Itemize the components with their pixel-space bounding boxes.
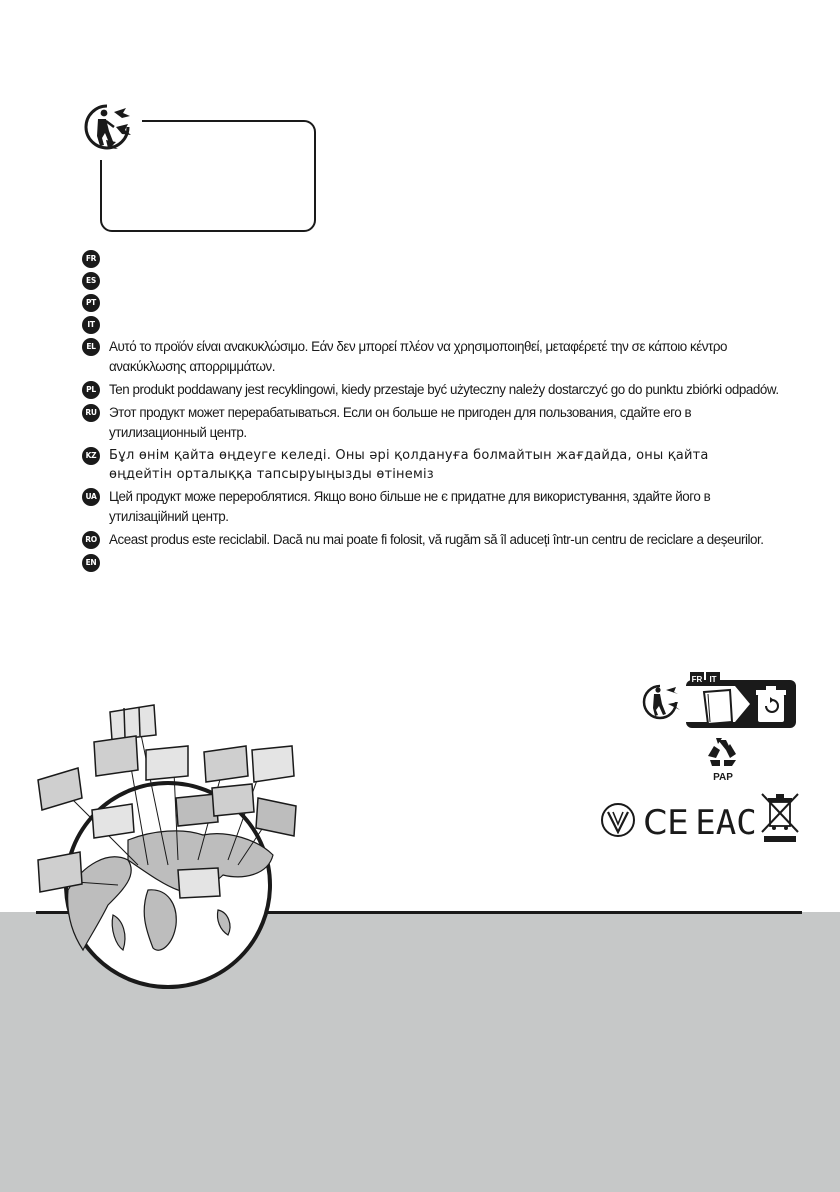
language-badge-pl: PL [82, 381, 100, 399]
recycle-bin-icon [756, 686, 786, 722]
ce-mark: CE [643, 803, 689, 843]
language-row-it [82, 315, 832, 334]
language-badge-es: ES [82, 272, 100, 290]
triman-small-icon [644, 686, 680, 718]
language-row-pl [82, 380, 832, 400]
language-text-ro: Aceast produs este reciclabil. Dacă nu mai poate fi folosit, vă rugăm să îl aduceți într-un centru de reciclare a deșeurilor. [109, 532, 764, 547]
language-badge-fr: FR [82, 250, 100, 268]
recycling-pap-icon [708, 738, 736, 766]
recycle-code-label: PAP [713, 772, 733, 783]
language-row-ru [82, 403, 832, 443]
language-badge-ru: RU [82, 404, 100, 422]
language-text-el: Αυτό το προϊόν είναι ανακυκλώσιμο. Εάν δεν μπορεί πλέον να χρησιμοποιηθεί, μεταφέρετέ την σε κάποιο κέντρο ανακύκλωσης απορριμμάτων. [109, 339, 728, 374]
language-badge-el: EL [82, 338, 100, 356]
language-text-ua: Цей продукт може перероблятися. Якщо воно більше не є придатне для використування, здайте його в утилізаційний центр. [109, 489, 711, 524]
language-text-ru: Этот продукт может перерабатываться. Если он больше не пригоден для пользования, сдайте его в утилизационный центр. [109, 405, 692, 440]
regulatory-logos [590, 672, 810, 852]
language-row-pt [82, 293, 832, 312]
language-badge-kz: KZ [82, 447, 100, 465]
language-row-el [82, 337, 832, 377]
language-badge-it: IT [82, 316, 100, 334]
language-text-pl: Ten produkt poddawany jest recyklingowi, kiedy przestaje być użyteczny należy dostarczyć go do punktu zbiórki odpadów. [109, 382, 779, 397]
language-row-en [82, 553, 832, 572]
language-badge-en: EN [82, 554, 100, 572]
language-row-ua [82, 487, 832, 527]
language-row-ro [82, 530, 832, 550]
language-row-fr [82, 249, 832, 268]
ukrsepro-icon [602, 804, 634, 836]
language-badge-pt: PT [82, 294, 100, 312]
fr-tag-label: FR [691, 675, 703, 684]
language-list [82, 249, 832, 575]
language-text-kz: Бұл өнім қайта өңдеуге келеді. Оны әрі қолдануға болмайтын жағдайда, оны қайта өңдейтін орталыққа тапсыруыңызды өтінеміз [109, 448, 709, 482]
language-row-es [82, 271, 832, 290]
globe-flags-illustration [28, 690, 328, 990]
eac-mark: EAC [695, 803, 757, 843]
weee-bin-icon [762, 794, 798, 842]
language-row-kz [82, 446, 832, 484]
it-tag-label: IT [709, 675, 717, 684]
triman-icon [78, 100, 136, 150]
language-badge-ua: UA [82, 488, 100, 506]
language-badge-ro: RO [82, 531, 100, 549]
